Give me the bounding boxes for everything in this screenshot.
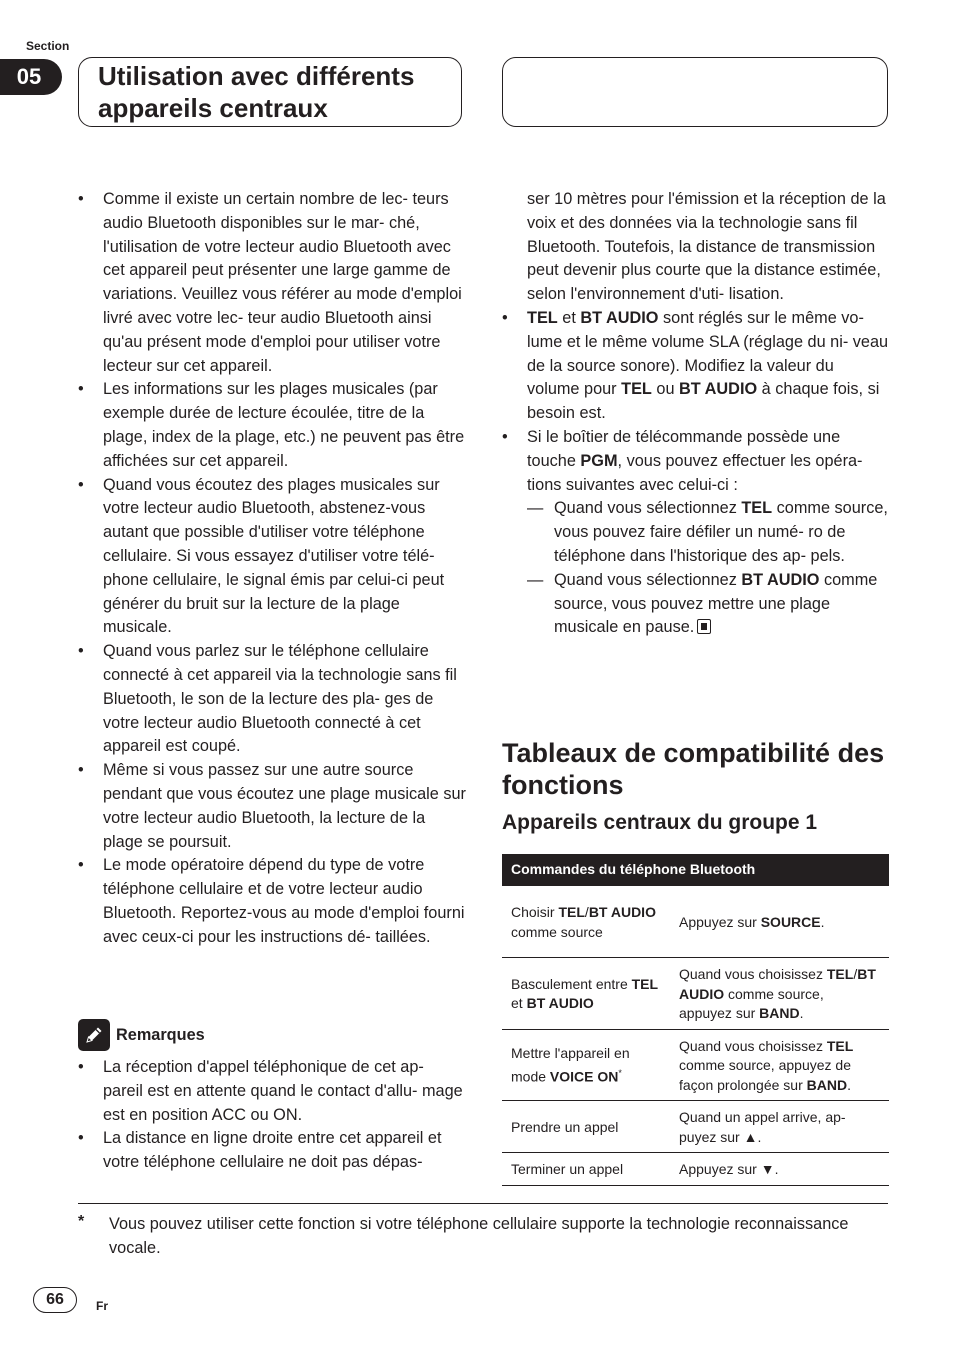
remarks-title: Remarques <box>116 1025 205 1044</box>
list-item: • Quand vous écoutez des plages musicales sur votre lecteur audio Bluetooth, abstenez-vous autant que possible d'utiliser votre téléphone cellulaire. Si vous essayez d'utiliser votre télé- phone cellulaire, le signal émis par celui-ci peut générer du bruit sur la lecture de la plage musicale. <box>78 475 445 637</box>
right-column <box>502 188 890 640</box>
table-cell: Choisir TEL/BT AUDIO comme source <box>502 886 670 958</box>
table-header: Commandes du téléphone Bluetooth <box>502 854 889 886</box>
footnote-marker: * <box>78 1213 85 1230</box>
list-item: • Quand vous parlez sur le téléphone cellulaire connecté à cet appareil via la technologie sans fil Bluetooth, le son de la lecture des pla- ges de votre lecteur audio Bluetooth connecté à cet appareil est coupé. <box>78 642 457 756</box>
dash-item: — Quand vous sélectionnez TEL comme source, vous pouvez faire défiler un numé- ro de téléphone dans l'historique des ap- pels. <box>527 499 888 565</box>
table-row <box>502 958 889 1030</box>
table-cell: Basculement entre TEL et BT AUDIO <box>502 958 670 1030</box>
table-row <box>502 1029 889 1101</box>
table-cell: Quand un appel arrive, ap- puyez sur ▲. <box>670 1101 889 1153</box>
remarks-list <box>78 1056 468 1175</box>
empty-title-frame <box>502 57 888 127</box>
table-cell: Quand vous choisissez TEL comme source, appuyez de façon prolongée sur BAND. <box>670 1029 889 1101</box>
compatibility-table <box>502 854 889 1186</box>
page-title: Utilisation avec différents appareils centraux <box>98 61 415 123</box>
list-item: • Si le boîtier de télécommande possède une touche PGM, vous pouvez effectuer les opéra- tions suivantes avec celui-ci : <box>502 427 863 494</box>
table-row <box>502 1101 889 1153</box>
section-heading: Tableaux de compatibilité des fonctions <box>502 738 885 800</box>
list-item: • TEL et BT AUDIO sont réglés sur le même vo- lume et le même volume SLA (réglage du ni- veau de la source sonore). Modifiez la valeur du volume pour TEL ou BT AUDIO à chaque fois, si besoin est. <box>502 308 889 423</box>
section-label: Section <box>26 39 70 53</box>
table-row <box>502 886 889 958</box>
table-cell: Prendre un appel <box>502 1101 670 1153</box>
table-cell: Quand vous choisissez TEL/BT AUDIO comme source, appuyez sur BAND. <box>670 958 889 1030</box>
list-item: • Comme il existe un certain nombre de lec- teurs audio Bluetooth disponibles sur le mar- ché, l'utilisation de votre lecteur audio Bluetooth avec cet appareil peut présenter une large gamme de variations. Veuillez vous référer au mode d'emploi livré avec votre lec- teur audio Bluetooth ainsi qu'au présent mode d'emploi pour utiliser votre lecteur sur cet appareil. <box>78 190 462 375</box>
table-cell: Mettre l'appareil en mode VOICE ON* <box>502 1029 670 1101</box>
list-item: • Le mode opératoire dépend du type de votre téléphone cellulaire et de votre lecteur audio Bluetooth. Reportez-vous au mode d'emploi fourni avec ceux-ci pour les instructions dé- taillées. <box>78 856 465 946</box>
remarks-heading <box>78 1019 205 1051</box>
list-item: • Même si vous passez sur une autre source pendant que vous écoutez une plage musicale sur votre lecteur audio Bluetooth, la lecture de la plage se poursuit. <box>78 761 466 851</box>
table-cell: Appuyez sur ▼. <box>670 1153 889 1186</box>
table-cell: Appuyez sur SOURCE. <box>670 886 889 958</box>
list-item: • Les informations sur les plages musicales (par exemple durée de lecture écoulée, titre de la plage, index de la plage, etc.) ne peuvent pas être affichées sur cet appareil. <box>78 380 465 470</box>
list-item: • La distance en ligne droite entre cet appareil et votre téléphone cellulaire ne doit pas dépas- <box>78 1129 442 1172</box>
continued-paragraph: ser 10 mètres pour l'émission et la réception de la voix et des données via la technologie sans fil Bluetooth. Toutefois, la distance de transmission peut devenir plus courte que la distance estimée, selon l'environnement d'uti- lisation. <box>527 190 886 304</box>
footnote-divider <box>78 1203 888 1204</box>
dash-item: — Quand vous sélectionnez BT AUDIO comme source, vous pouvez mettre une plage musicale en pause. <box>527 570 878 637</box>
list-item: • La réception d'appel téléphonique de cet ap- pareil est en attente quand le contact d'allu- mage est en position ACC ou ON. <box>78 1058 463 1124</box>
left-column <box>78 188 466 950</box>
page-number: 66 <box>33 1287 77 1313</box>
language-code: Fr <box>96 1299 108 1313</box>
subsection-heading: Appareils centraux du groupe 1 <box>502 811 818 834</box>
pencil-icon <box>78 1019 110 1051</box>
stop-icon <box>697 619 711 634</box>
table-row <box>502 1153 889 1186</box>
table-cell: Terminer un appel <box>502 1153 670 1186</box>
footnote-text: Vous pouvez utiliser cette fonction si votre téléphone cellulaire supporte la technologie reconnaissance vocale. <box>109 1215 849 1257</box>
section-number-badge: 05 <box>0 59 62 95</box>
